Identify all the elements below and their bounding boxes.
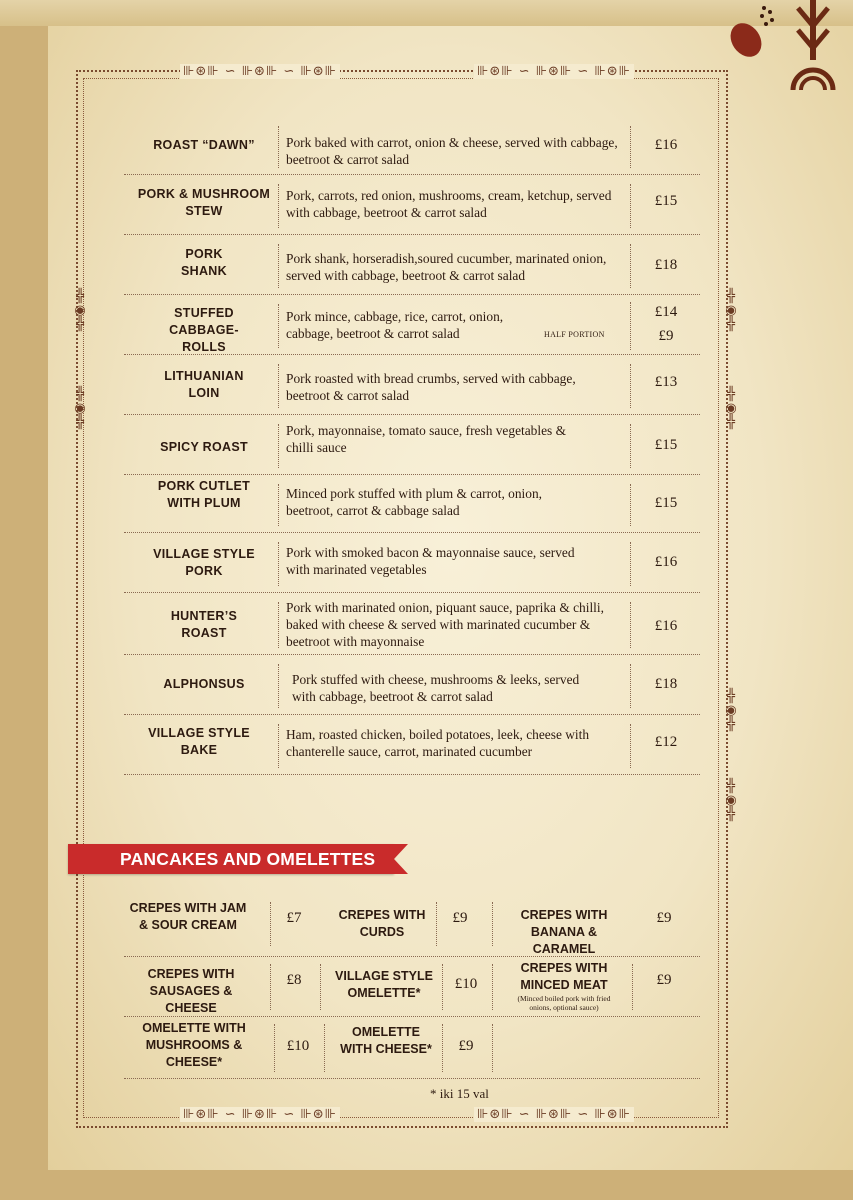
- dish-price: £14: [654, 304, 678, 320]
- divider: [278, 126, 279, 168]
- dish-price: £16: [654, 554, 678, 570]
- menu-row: [124, 536, 700, 593]
- dish-description: Pork stuffed with cheese, mushrooms & leeks, served with cabbage, beetroot & carrot salad: [292, 672, 580, 704]
- divider: [320, 964, 321, 1010]
- dish-description: Pork, carrots, red onion, mushrooms, cream, ketchup, served with cabbage, beetroot & carrot salad: [286, 188, 612, 220]
- dish-price: £15: [654, 193, 678, 209]
- divider: [630, 244, 631, 288]
- pancake-price: £9: [656, 910, 672, 926]
- pancake-name: CREPES WITH JAM & SOUR CREAM: [129, 901, 247, 932]
- dish-description: Minced pork stuffed with plum & carrot, onion, beetroot, carrot & cabbage salad: [286, 486, 542, 518]
- divider: [278, 184, 279, 228]
- pancake-price: £9: [656, 972, 672, 988]
- dish-name: ROAST “DAWN”: [153, 138, 255, 152]
- pancake-row: [124, 1020, 700, 1079]
- divider: [630, 484, 631, 526]
- dish-description: Pork, mayonnaise, tomato sauce, fresh vegetables & chilli sauce: [286, 423, 567, 455]
- divider: [630, 184, 631, 228]
- section-banner: [68, 844, 394, 874]
- half-portion-label: HALF PORTION: [544, 330, 605, 339]
- menu-row: [124, 178, 700, 235]
- right-ornament-1: ╬ ◉ ╬: [725, 289, 737, 332]
- footnote: * iki 15 val: [430, 1086, 489, 1101]
- divider: [630, 364, 631, 408]
- dish-name: SPICY ROAST: [160, 440, 248, 454]
- menu-row: [124, 298, 700, 355]
- drum-ornament-icon: [726, 0, 780, 64]
- dish-name: STUFFED CABBAGE-ROLLS: [169, 306, 239, 354]
- divider: [492, 1024, 493, 1072]
- divider: [278, 364, 279, 408]
- pancake-name: VILLAGE STYLE OMELETTE*: [335, 969, 433, 1000]
- dish-name: HUNTER’S ROAST: [170, 609, 238, 640]
- dish-description: Pork with marinated onion, piquant sauce, paprika & chilli, baked with cheese & served with marinated cucumber & beetroot with mayonnaise: [286, 600, 604, 649]
- divider: [630, 126, 631, 168]
- divider: [632, 964, 633, 1010]
- left-ornament-1: ╬ ◉ ╬: [74, 289, 86, 332]
- divider: [270, 902, 271, 946]
- dish-price: £18: [654, 257, 678, 273]
- divider: [270, 964, 271, 1010]
- pancake-price: £9: [458, 1038, 474, 1054]
- right-ornament-4: ╬ ◉ ╬: [725, 779, 737, 822]
- divider: [492, 964, 493, 1010]
- divider: [442, 1024, 443, 1072]
- dish-price: £15: [654, 495, 678, 511]
- pancake-price: £9: [452, 910, 468, 926]
- pancake-name: CREPES WITH SAUSAGES & CHEESE: [147, 967, 235, 1015]
- dish-name: LITHUANIAN LOIN: [164, 369, 244, 400]
- pancake-note: (Minced boiled pork with fried onions, optional sauce): [517, 994, 611, 1012]
- menu-row: [124, 120, 700, 175]
- divider: [630, 424, 631, 468]
- dish-description: Pork shank, horseradish,soured cucumber, marinated onion, served with cabbage, beetroot & carrot salad: [286, 251, 607, 283]
- pancake-name: OMELETTE WITH MUSHROOMS & CHEESE*: [142, 1021, 246, 1069]
- pancake-name: CREPES WITH MINCED MEAT: [520, 961, 608, 992]
- divider: [324, 1024, 325, 1072]
- right-ornament-2: ╬ ◉ ╬: [725, 387, 737, 430]
- top-ornament-left: ⊪⊛⊪ ∽ ⊪⊛⊪ ∽ ⊪⊛⊪: [180, 64, 340, 79]
- dish-price: £16: [654, 618, 678, 634]
- pancake-row: [124, 960, 700, 1017]
- pancake-price: £7: [286, 910, 302, 926]
- dish-name: PORK & MUSHROOM STEW: [137, 187, 271, 218]
- divider: [278, 484, 279, 526]
- divider: [278, 424, 279, 468]
- divider: [278, 664, 279, 708]
- half-portion-price: £9: [658, 328, 674, 344]
- dish-price: £13: [654, 374, 678, 390]
- divider: [278, 304, 279, 348]
- dish-description: Pork with smoked bacon & mayonnaise sauce, served with marinated vegetables: [286, 545, 575, 577]
- divider: [278, 244, 279, 288]
- menu-row: [124, 418, 700, 475]
- pancake-price: £10: [454, 976, 478, 992]
- divider: [630, 602, 631, 648]
- divider: [630, 302, 631, 350]
- dish-price: £12: [654, 734, 678, 750]
- left-ornament-2: ╬ ◉ ╬: [74, 387, 86, 430]
- dish-name: VILLAGE STYLE PORK: [153, 547, 255, 578]
- menu-row: [124, 238, 700, 295]
- dish-description: Pork mince, cabbage, rice, carrot, onion, cabbage, beetroot & carrot salad: [286, 309, 504, 341]
- pancake-price: £10: [286, 1038, 310, 1054]
- dish-description: Pork roasted with bread crumbs, served with cabbage, beetroot & carrot salad: [286, 371, 576, 403]
- pancake-row: [124, 896, 700, 957]
- tribal-symbol-icon: [790, 0, 836, 95]
- dish-description: Pork baked with carrot, onion & cheese, served with cabbage, beetroot & carrot salad: [286, 135, 618, 167]
- bottom-ornament-left: ⊪⊛⊪ ∽ ⊪⊛⊪ ∽ ⊪⊛⊪: [180, 1107, 340, 1122]
- dish-price: £15: [654, 437, 678, 453]
- bottom-ornament-right: ⊪⊛⊪ ∽ ⊪⊛⊪ ∽ ⊪⊛⊪: [474, 1107, 634, 1122]
- menu-row: [124, 658, 700, 715]
- dish-name: PORK SHANK: [181, 247, 227, 278]
- divider: [278, 542, 279, 586]
- divider: [630, 724, 631, 768]
- dish-price: £18: [654, 676, 678, 692]
- menu-row: [124, 718, 700, 775]
- banner-tail: [394, 844, 408, 874]
- divider: [630, 664, 631, 708]
- divider: [278, 724, 279, 768]
- divider: [278, 602, 279, 648]
- divider: [274, 1024, 275, 1072]
- right-ornament-3: ╬ ◉ ╬: [725, 689, 737, 732]
- dish-description: Ham, roasted chicken, boiled potatoes, leek, cheese with chanterelle sauce, carrot, marinated cucumber: [286, 727, 590, 759]
- pancake-name: OMELETTE WITH CHEESE*: [340, 1025, 432, 1056]
- menu-row: [124, 596, 700, 655]
- divider: [442, 964, 443, 1010]
- pancake-name: CREPES WITH BANANA & CARAMEL: [520, 908, 608, 956]
- divider: [492, 902, 493, 946]
- menu-row: [124, 358, 700, 415]
- divider: [436, 902, 437, 946]
- dish-name: PORK CUTLET WITH PLUM: [157, 479, 251, 510]
- dish-name: ALPHONSUS: [163, 677, 245, 691]
- pancake-name: CREPES WITH CURDS: [338, 908, 426, 939]
- section-title: PANCAKES AND OMELETTES: [120, 849, 376, 869]
- divider: [630, 542, 631, 586]
- top-ornament-right: ⊪⊛⊪ ∽ ⊪⊛⊪ ∽ ⊪⊛⊪: [474, 64, 634, 79]
- dish-name: VILLAGE STYLE BAKE: [148, 726, 250, 757]
- dish-price: £16: [654, 137, 678, 153]
- pancake-price: £8: [286, 972, 302, 988]
- menu-row: [124, 478, 700, 533]
